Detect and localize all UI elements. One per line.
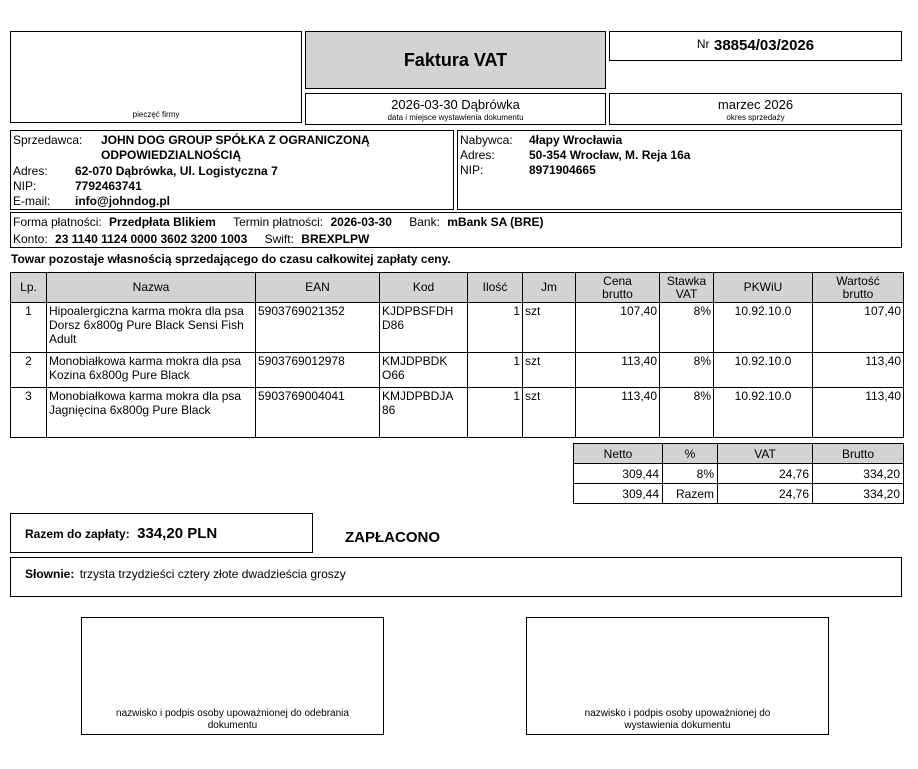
invoice-number: 38854/03/2026 xyxy=(714,37,815,54)
sales-period: marzec 2026 xyxy=(717,97,794,112)
cell-lp: 2 xyxy=(11,353,47,388)
cell-unit: szt xyxy=(523,388,576,438)
buyer-address-label: Adres: xyxy=(460,148,495,162)
col-price xyxy=(576,273,660,303)
cell-pkwiu: 10.92.10.0 xyxy=(714,353,813,388)
cell-name: Monobiałkowa karma mokra dla psa Kozina 6x800g Pure Black xyxy=(47,353,256,388)
sum-vat: 24,76 xyxy=(718,464,813,484)
cell-name: Hipoalergiczna karma mokra dla psa Dorsz 6x800g Pure Black Sensi Fish Adult xyxy=(47,303,256,353)
total-box xyxy=(10,513,313,553)
invoice-title-box xyxy=(305,31,606,89)
signature-box-issuer xyxy=(526,617,829,735)
issue-caption: data i miejsce wystawienia dokumentu xyxy=(387,113,524,122)
invoice-number-label: Nr xyxy=(696,37,710,51)
words-value: trzysta trzydzieści cztery złote dwadzieścia groszy xyxy=(79,567,346,581)
seller-name-line1: JOHN DOG GROUP SPÓŁKA Z OGRANICZONĄ xyxy=(101,133,370,147)
cell-qty: 1 xyxy=(468,303,523,353)
payment-box xyxy=(10,212,902,248)
col-qty: Ilość xyxy=(468,273,523,303)
company-stamp-box xyxy=(10,31,302,123)
bank-label: Bank: xyxy=(409,215,440,229)
sum-pct: 8% xyxy=(663,464,718,484)
total-amount: 334,20 PLN xyxy=(137,525,218,542)
signature-box-receiver xyxy=(81,617,384,735)
sum-col-netto: Netto xyxy=(574,444,663,464)
swift-label: Swift: xyxy=(264,232,294,246)
cell-pkwiu: 10.92.10.0 xyxy=(714,303,813,353)
buyer-nip-label: NIP: xyxy=(460,163,484,177)
sum-col-vat: VAT xyxy=(718,444,813,464)
payment-form-label: Forma płatności: xyxy=(13,215,102,229)
seller-address-label: Adres: xyxy=(13,164,48,178)
vat-summary-table xyxy=(573,443,904,504)
stamp-caption: pieczęć firmy xyxy=(132,110,180,119)
cell-value: 113,40 xyxy=(813,388,904,438)
seller-email-label: E-mail: xyxy=(13,194,51,208)
total-line xyxy=(25,525,217,543)
items-table xyxy=(10,272,904,438)
period-caption: okres sprzedaży xyxy=(726,113,785,122)
cell-code: KMJDPBDK O66 xyxy=(380,353,468,388)
account-label: Konto: xyxy=(13,232,48,246)
account-number: 23 1140 1124 0000 3602 3200 1003 xyxy=(55,232,248,246)
cell-code: KMJDPBDJA 86 xyxy=(380,388,468,438)
sum-brutto: 334,20 xyxy=(813,484,904,504)
table-row xyxy=(11,303,904,353)
ownership-note: Towar pozostaje własnością sprzedającego do czasu całkowitej zapłaty ceny. xyxy=(11,252,451,266)
bank-name: mBank SA (BRE) xyxy=(447,215,544,229)
seller-label: Sprzedawca: xyxy=(13,133,83,147)
seller-nip-label: NIP: xyxy=(13,179,37,193)
signature-caption-issuer: nazwisko i podpis osoby upoważnionej do wystawienia dokumentu xyxy=(584,708,771,731)
col-rate-line1: Stawka xyxy=(666,273,707,288)
seller-address: 62-070 Dąbrówka, Ul. Logistyczna 7 xyxy=(75,164,278,178)
col-unit: Jm xyxy=(523,273,576,303)
cell-lp: 3 xyxy=(11,388,47,438)
words-label: Słownie: xyxy=(25,567,75,581)
table-row xyxy=(574,464,904,484)
buyer-name: 4łapy Wrocławia xyxy=(529,133,623,147)
cell-name: Monobiałkowa karma mokra dla psa Jagnięcina 6x800g Pure Black xyxy=(47,388,256,438)
col-value-line2: brutto xyxy=(842,286,874,301)
payment-term-label: Termin płatności: xyxy=(233,215,324,229)
payment-term: 2026-03-30 xyxy=(330,215,392,229)
col-price-line1: Cena xyxy=(603,273,632,288)
cell-price: 113,40 xyxy=(576,388,660,438)
cell-lp: 1 xyxy=(11,303,47,353)
col-rate-line2: VAT xyxy=(675,286,698,301)
buyer-box xyxy=(457,130,902,210)
cell-code: KJDPBSFDH D86 xyxy=(380,303,468,353)
total-label: Razem do zapłaty: xyxy=(25,527,130,541)
signature-caption-receiver: nazwisko i podpis osoby upoważnionej do odebrania dokumentu xyxy=(116,708,349,731)
payment-line1 xyxy=(13,215,544,229)
sum-pct: Razem xyxy=(663,484,718,504)
table-row xyxy=(574,484,904,504)
payment-form: Przedpłata Blikiem xyxy=(109,215,216,229)
buyer-nip: 8971904665 xyxy=(529,163,596,177)
col-lp: Lp. xyxy=(11,273,47,303)
amount-in-words-box xyxy=(10,557,902,597)
cell-unit: szt xyxy=(523,353,576,388)
invoice-number-box xyxy=(609,31,902,61)
cell-rate: 8% xyxy=(660,303,714,353)
buyer-address: 50-354 Wrocław, M. Reja 16a xyxy=(529,148,691,162)
cell-qty: 1 xyxy=(468,388,523,438)
cell-value: 113,40 xyxy=(813,353,904,388)
cell-unit: szt xyxy=(523,303,576,353)
cell-price: 107,40 xyxy=(576,303,660,353)
sum-col-brutto: Brutto xyxy=(813,444,904,464)
col-pkwiu: PKWiU xyxy=(714,273,813,303)
cell-ean: 5903769021352 xyxy=(256,303,380,353)
cell-rate: 8% xyxy=(660,388,714,438)
col-value-line1: Wartość xyxy=(836,273,880,288)
col-rate xyxy=(660,273,714,303)
seller-nip: 7792463741 xyxy=(75,179,142,193)
table-row xyxy=(11,388,904,438)
buyer-label: Nabywca: xyxy=(460,133,513,147)
table-row xyxy=(11,353,904,388)
period-box xyxy=(609,93,902,125)
payment-line2 xyxy=(13,232,369,246)
paid-stamp: ZAPŁACONO xyxy=(345,529,440,546)
words-line xyxy=(25,567,346,581)
col-ean: EAN xyxy=(256,273,380,303)
col-code: Kod xyxy=(380,273,468,303)
seller-box xyxy=(10,130,454,210)
sum-netto: 309,44 xyxy=(574,464,663,484)
issue-box xyxy=(305,93,606,125)
col-price-line2: brutto xyxy=(602,286,633,301)
cell-ean: 5903769004041 xyxy=(256,388,380,438)
sum-col-pct: % xyxy=(663,444,718,464)
cell-price: 113,40 xyxy=(576,353,660,388)
sum-vat: 24,76 xyxy=(718,484,813,504)
issue-date-place: 2026-03-30 Dąbrówka xyxy=(391,97,520,112)
sum-brutto: 334,20 xyxy=(813,464,904,484)
cell-qty: 1 xyxy=(468,353,523,388)
col-value xyxy=(813,273,904,303)
cell-rate: 8% xyxy=(660,353,714,388)
invoice-title: Faktura VAT xyxy=(403,50,508,70)
seller-email: info@johndog.pl xyxy=(75,194,171,208)
swift-code: BREXPLPW xyxy=(301,232,370,246)
seller-name-line2: ODPOWIEDZIALNOŚCIĄ xyxy=(101,148,241,162)
cell-pkwiu: 10.92.10.0 xyxy=(714,388,813,438)
col-name: Nazwa xyxy=(47,273,256,303)
invoice-number-line xyxy=(610,37,901,55)
sum-netto: 309,44 xyxy=(574,484,663,504)
cell-value: 107,40 xyxy=(813,303,904,353)
cell-ean: 5903769012978 xyxy=(256,353,380,388)
